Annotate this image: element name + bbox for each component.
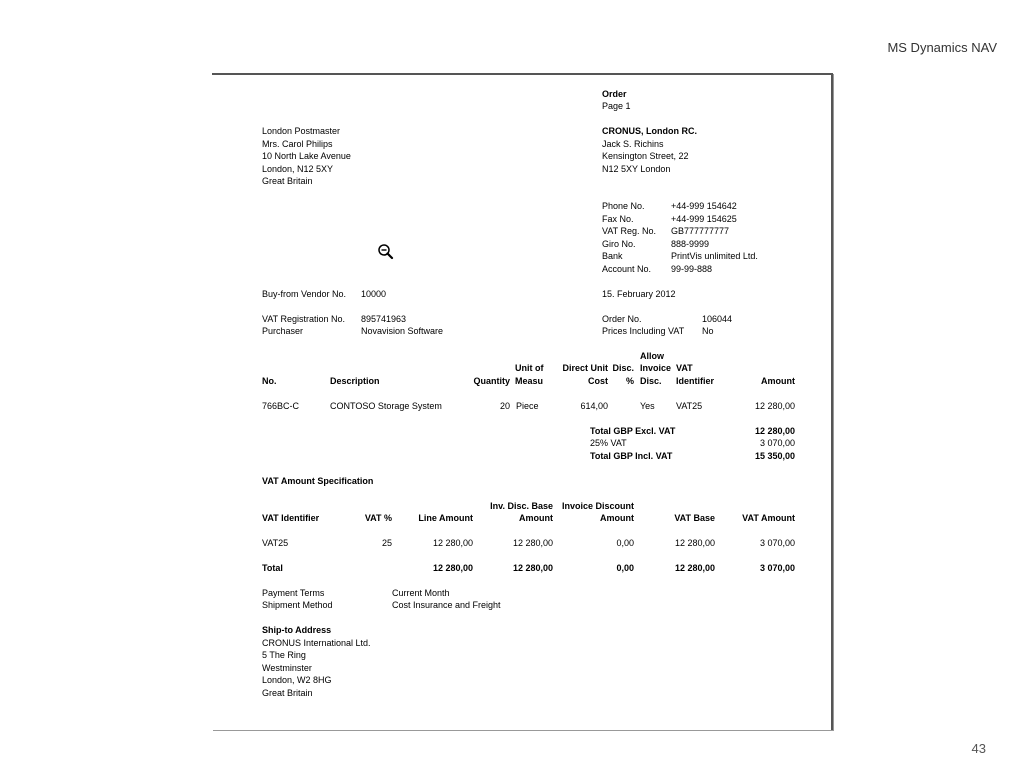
prices-incl-vat-value: No <box>702 326 714 336</box>
total-incl-vat-label: Total GBP Incl. VAT <box>590 451 673 461</box>
document-title: Order <box>602 89 627 99</box>
purchaser-label: Purchaser <box>262 326 304 336</box>
total-excl-vat-label: Total GBP Excl. VAT <box>590 426 676 436</box>
order-no-value: 106044 <box>702 314 733 324</box>
order-document: Order Page 1 London Postmaster Mrs. Carol Philips 10 North Lake Avenue London, N12 5XY Great Britain CRONUS, London RC. Jack S. Richins Kensington Street, 22 N12 5XY London Phone No. Fax No. VAT Reg. No. Giro No. Bank Account No. +44-999 154642 +44-999 154625 GB777777777 888-9999 PrintVis unlimited Ltd. 99-99-888 Buy-from Vendor No. 10000 15. February 2012 VAT Registration No. 895741963 Purchaser Novavision Software Order No. 106044 Prices Including VAT No No. Description Quantity Unit of Measu Direct Unit Cost Disc. % Allow Invoice Disc. VAT Identifier Amount 766BC-C CONTOSO Storage System 20 Piece 614,00 Yes VAT25 12 280,00 Total GBP Excl. VAT 12 280,00 25% VAT 3 070,00 Total GBP Incl. VAT 15 350,00 VAT Amount Specification VAT Identifier VAT % Line Amount Inv. Disc. Base Amount Invoice Discount Amount VAT Base VAT Amount VAT25 25 12 280,00 12 280,00 0,00 12 280,00 3 070,00 Total 12 280,00 12 280,00 0,00 12 280,00 3 070,00 Payment Terms Current Month Shipment Method Cost Insurance and Freight Ship-to Address CRONUS International Ltd. 5 The Ring Westminster London, W2 8HG Great Britain <box>212 73 833 730</box>
payment-terms-value: Current Month <box>392 588 450 598</box>
purchaser-value: Novavision Software <box>361 326 444 336</box>
vendor-address: London Postmaster Mrs. Carol Philips 10 North Lake Avenue London, N12 5XY Great Britain <box>262 126 351 186</box>
slide-page-number: 43 <box>971 741 986 756</box>
slide-title: MS Dynamics NAV <box>887 40 997 55</box>
payment-terms-label: Payment Terms <box>262 588 325 598</box>
shipment-method-label: Shipment Method <box>262 600 333 610</box>
ship-to-address: Ship-to Address CRONUS International Ltd. 5 The Ring Westminster London, W2 8HG Great Britain <box>262 625 371 698</box>
buy-from-vendor-label: Buy-from Vendor No. <box>262 289 347 299</box>
zoom-out-icon[interactable] <box>377 243 395 261</box>
total-excl-vat-value: 12 280,00 <box>754 426 795 436</box>
company-address: CRONUS, London RC. Jack S. Richins Kensington Street, 22 N12 5XY London <box>602 126 697 174</box>
shipment-method-value: Cost Insurance and Freight <box>392 600 501 610</box>
buy-from-vendor-value: 10000 <box>361 289 387 299</box>
vat-label: 25% VAT <box>590 438 627 448</box>
page-label: Page 1 <box>602 101 631 111</box>
total-incl-vat-value: 15 350,00 <box>754 451 795 461</box>
company-info-labels: Phone No. Fax No. VAT Reg. No. Giro No. Bank Account No. <box>602 201 657 274</box>
vat-value: 3 070,00 <box>759 438 795 448</box>
vat-registration-value: 895741963 <box>361 314 407 324</box>
vat-registration-label: VAT Registration No. <box>262 314 346 324</box>
prices-incl-vat-label: Prices Including VAT <box>602 326 685 336</box>
order-no-label: Order No. <box>602 314 642 324</box>
order-date: 15. February 2012 <box>602 289 676 299</box>
vat-spec-title: VAT Amount Specification <box>262 476 374 486</box>
company-info-values: +44-999 154642 +44-999 154625 GB777777777 888-9999 PrintVis unlimited Ltd. 99-99-888 <box>671 201 758 274</box>
